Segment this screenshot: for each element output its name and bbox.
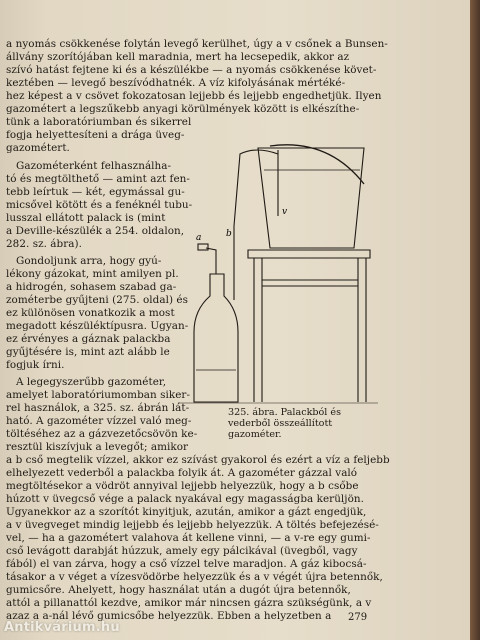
text-line: állvány szorítójában kell maradnia, mert ha lecsepedik, akkor az — [6, 51, 350, 63]
text-line: a nyomás csökkenése folytán levegő kerülhet, úgy a v csőnek a Bunsen- — [6, 38, 388, 50]
stool-leg-right — [358, 258, 366, 402]
text-line: tebb leírtuk — két, egymással gu- — [6, 186, 185, 198]
label-a: a — [196, 233, 202, 243]
text-line: megtöltésekor a vödröt annyival lejjebb helyezzük, hogy a b csőbe — [6, 480, 359, 492]
text-line: rel használok, a 325. sz. ábrán lát- — [6, 402, 190, 414]
bucket-handle — [270, 145, 364, 184]
text-line: töltéséhez az a gázvezetőcsövön ke- — [6, 428, 198, 440]
text-line: azaz a a-nál lévő gumicsőbe helyezzük. Ebben a helyzetben a — [6, 610, 332, 622]
text-line: a v üvegveget mindig lejjebb és lejjebb helyezzük. A töltés befejezésé- — [6, 519, 379, 531]
text-line: A legegyszerűbb gazométer, — [16, 376, 167, 388]
text-line: elhelyezett vederből a palackba folyik át. A gazométer gázzal való — [6, 467, 358, 479]
text-line: gazométert. — [6, 142, 70, 154]
text-line: tásakor a v véget a vízesvödörbe helyezzük és a v végét újra betennők, — [6, 571, 383, 583]
figure-caption: 325. ábra. Palackból és vederből összeállított gazométer. — [228, 407, 342, 440]
text-line: ez különösen vonatkozik a most — [6, 307, 175, 319]
stool-crossbar — [262, 280, 358, 286]
text-line: attól a pillanattól kezdve, amikor már nincsen gázra szükségünk, a v — [6, 597, 372, 609]
bucket-outline — [258, 148, 364, 248]
stool-leg-left — [254, 258, 262, 402]
text-line: cső levágott darabját húzzuk, amely egy pálcikával (üvegből, vagy — [6, 545, 358, 557]
text-line: 282. sz. ábra). — [6, 238, 82, 250]
text-line: micsővel kötött és a fenéknél tubu- — [6, 199, 193, 211]
text-line: amelyet laboratóriumomban siker- — [6, 389, 190, 401]
text-line: fogja helyettesíteni a drága üveg- — [6, 129, 185, 141]
label-b: b — [226, 229, 232, 239]
text-line: húzott v üvegcső vége a palack nyakával egy magasságba kerüljön. — [6, 493, 364, 505]
text-line: tó és megtölthető — amint azt fen- — [6, 173, 190, 185]
text-line: keztében — levegő beszívódhatnék. A víz kifolyásának mértéké- — [6, 77, 346, 89]
label-v: v — [282, 207, 288, 217]
clamp-icon — [198, 244, 208, 250]
gasometer-illustration — [178, 140, 378, 406]
page-number: 279 — [348, 612, 368, 623]
text-line: hez képest a v csövet fokozatosan lejjebb és lejjebb engedhetjük. Ilyen — [6, 90, 382, 102]
stool-top — [248, 250, 370, 258]
text-line: Ugyanekkor az a szorítót kinyitjuk, azután, amikor a gázt engedjük, — [6, 506, 367, 518]
text-line: fából) el van zárva, hogy a cső vízzel telve maradjon. A gáz kibocsá- — [6, 558, 367, 570]
text-line: Gazométerként felhasználha- — [16, 160, 172, 172]
text-line: zométerbe gyűjteni (275. oldal) és — [6, 294, 188, 306]
text-line: a hidrogén, sohasem szabad ga- — [6, 281, 177, 293]
text-line: fogjuk írni. — [6, 359, 65, 371]
text-line: tünk a laboratóriumban és sikerrel — [6, 116, 192, 128]
text-line: a Deville-készülék a 254. oldalon, — [6, 225, 185, 237]
book-spine — [470, 0, 480, 640]
watermark-logo: Antikvárium.hu — [4, 620, 120, 635]
text-line: megadott készüléktípusra. Ugyan- — [6, 320, 189, 332]
text-line: vel, — ha a gazométert valahova át kellene vinni, — a v-re egy gumi- — [6, 532, 371, 544]
text-line: Gondoljunk arra, hogy gyú- — [16, 255, 162, 267]
text-line: gumicsőre. Ahelyett, hogy használat után a dugót újra betennők, — [6, 584, 351, 596]
text-line: lusszal ellátott palack is (mint — [6, 212, 166, 224]
text-line: ez érvényes a gáznak palackba — [6, 333, 171, 345]
text-line: resztül kiszívjuk a levegőt; amikor — [6, 441, 189, 453]
text-line: gazométert a legszűkebb anyagi körülmények között is elkészíthe- — [6, 103, 360, 115]
bottle-outline — [194, 274, 238, 402]
text-line: lékony gázokat, mint amilyen pl. — [6, 268, 179, 280]
text-line: ható. A gazométer vízzel való meg- — [6, 415, 192, 427]
tube-b — [234, 150, 278, 300]
text-line: a b cső megtelik vízzel, akkor ez szívást gyakorol és ezért a víz a feljebb — [6, 454, 390, 466]
text-line: szívó hatást fejtene ki és a készülékbe — a nyomás csökkenése követ- — [6, 64, 377, 76]
tube-a — [206, 248, 216, 274]
text-line: gyűjtésére is, mint azt alább le — [6, 346, 170, 358]
